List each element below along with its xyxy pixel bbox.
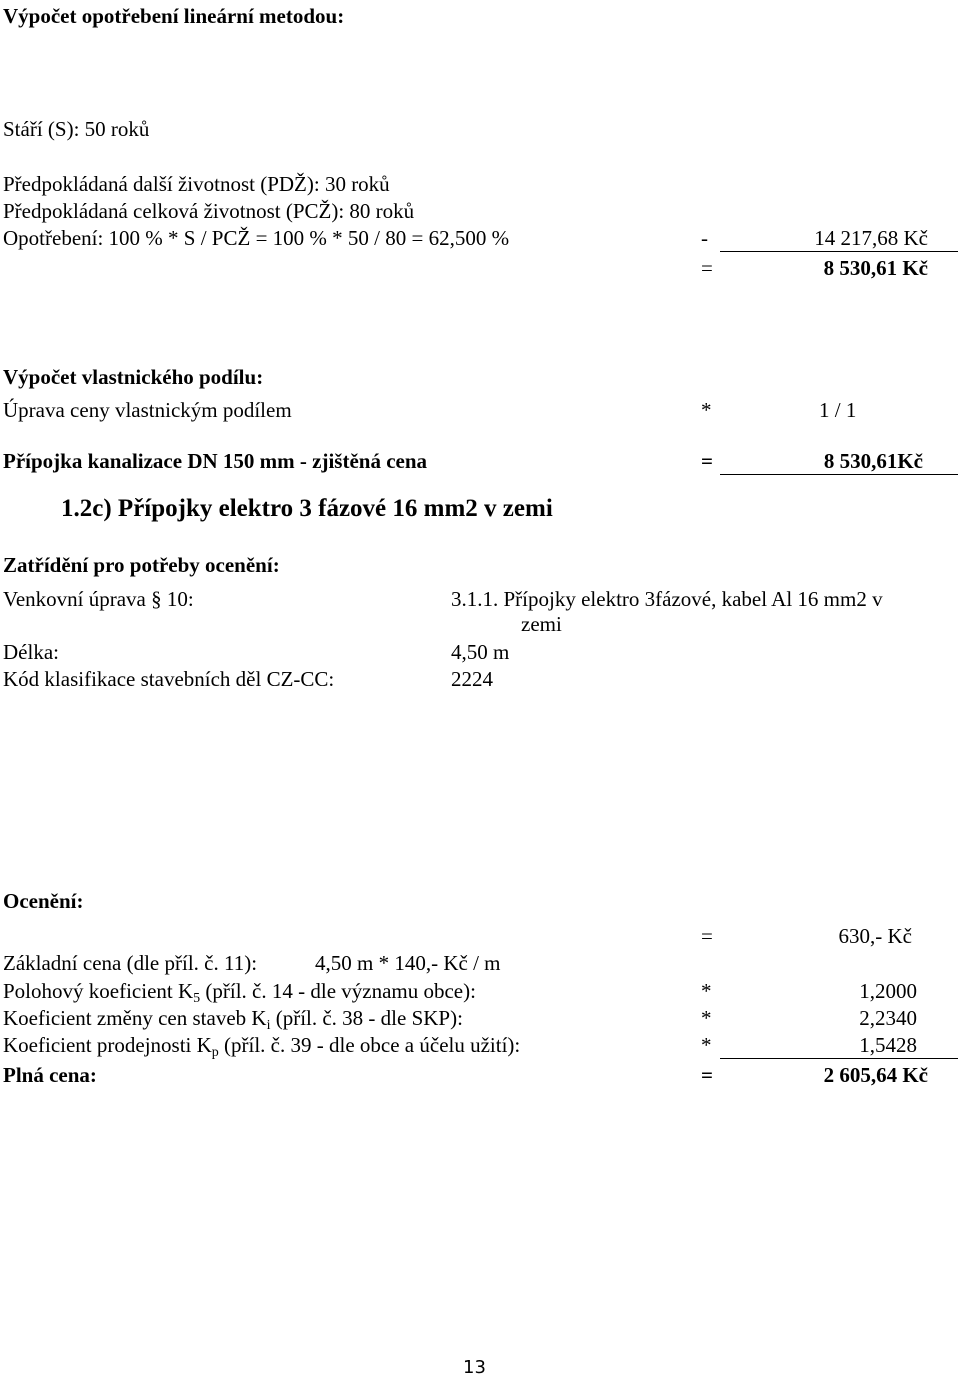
wear-formula: Opotřebení: 100 % * S / PCŽ = 100 % * 50 / 80 = 62,500 %	[3, 226, 510, 250]
found-price-label: Přípojka kanalizace DN 150 mm - zjištěná cena	[3, 449, 428, 473]
ownership-adjust-value: 1 / 1	[819, 398, 857, 422]
outdoor-value-line2: zemi	[521, 612, 562, 636]
ki-coefficient-label: Koeficient změny cen staveb $K_i$ (příl. č. 38 - dle SKP):	[3, 1006, 463, 1033]
found-price-operator: =	[701, 449, 713, 473]
item-heading: 1.2c) Přípojky elektro 3 fázové 16 mm2 v zemi	[61, 495, 553, 522]
page-number: 13	[463, 1357, 486, 1378]
ki-value: 2,2340	[859, 1006, 917, 1030]
found-price-underline	[720, 474, 958, 475]
ki-operator: *	[701, 1006, 712, 1030]
wear-underline	[720, 251, 958, 252]
ownership-adjust-operator: *	[701, 398, 712, 422]
found-price-value: 8 530,61Kč	[823, 449, 923, 473]
full-price-label: Plná cena:	[3, 1063, 97, 1087]
total-life-line: Předpokládaná celková životnost (PCŽ): 80 roků	[3, 199, 415, 223]
full-price-value: 2 605,64 Kč	[823, 1063, 928, 1087]
base-price-result: 630,- Kč	[838, 924, 912, 948]
full-price-operator: =	[701, 1063, 713, 1087]
section-title-ownership: Výpočet vlastnického podílu:	[3, 365, 264, 389]
after-wear-value: 8 530,61 Kč	[823, 256, 928, 280]
section-title-linear-wear: Výpočet opotřebení lineární metodou:	[3, 4, 345, 28]
outdoor-label: Venkovní úprava § 10:	[3, 587, 194, 611]
kp-coefficient-label: Koeficient prodejnosti $K_p$ (příl. č. 39 - dle obce a účelu užití):	[3, 1033, 521, 1060]
length-value: 4,50 m	[451, 640, 510, 664]
code-value: 2224	[451, 667, 493, 691]
outdoor-value-line1: 3.1.1. Přípojky elektro 3fázové, kabel Al 16 mm2 v	[451, 587, 883, 611]
after-wear-operator: =	[701, 256, 713, 280]
age-line: Stáří (S): 50 roků	[3, 117, 150, 141]
ownership-adjust-label: Úprava ceny vlastnickým podílem	[3, 398, 292, 422]
k5-value: 1,2000	[859, 979, 917, 1003]
k5-coefficient-label: Polohový koeficient $K_5$ (příl. č. 14 - dle významu obce):	[3, 979, 476, 1006]
wear-operator: -	[701, 226, 708, 250]
kp-underline	[720, 1058, 958, 1059]
classification-title: Zatřídění pro potřeby ocenění:	[3, 553, 280, 577]
k5-operator: *	[701, 979, 712, 1003]
base-price-label: Základní cena (dle příl. č. 11):	[3, 951, 258, 975]
wear-value: 14 217,68 Kč	[814, 226, 928, 250]
base-price-operator: =	[701, 924, 713, 948]
code-label: Kód klasifikace stavebních děl CZ-CC:	[3, 667, 335, 691]
length-label: Délka:	[3, 640, 59, 664]
kp-value: 1,5428	[859, 1033, 917, 1057]
valuation-title: Ocenění:	[3, 889, 84, 913]
kp-operator: *	[701, 1033, 712, 1057]
remaining-life-line: Předpokládaná další životnost (PDŽ): 30 roků	[3, 172, 390, 196]
base-price-formula: 4,50 m * 140,- Kč / m	[315, 951, 501, 975]
